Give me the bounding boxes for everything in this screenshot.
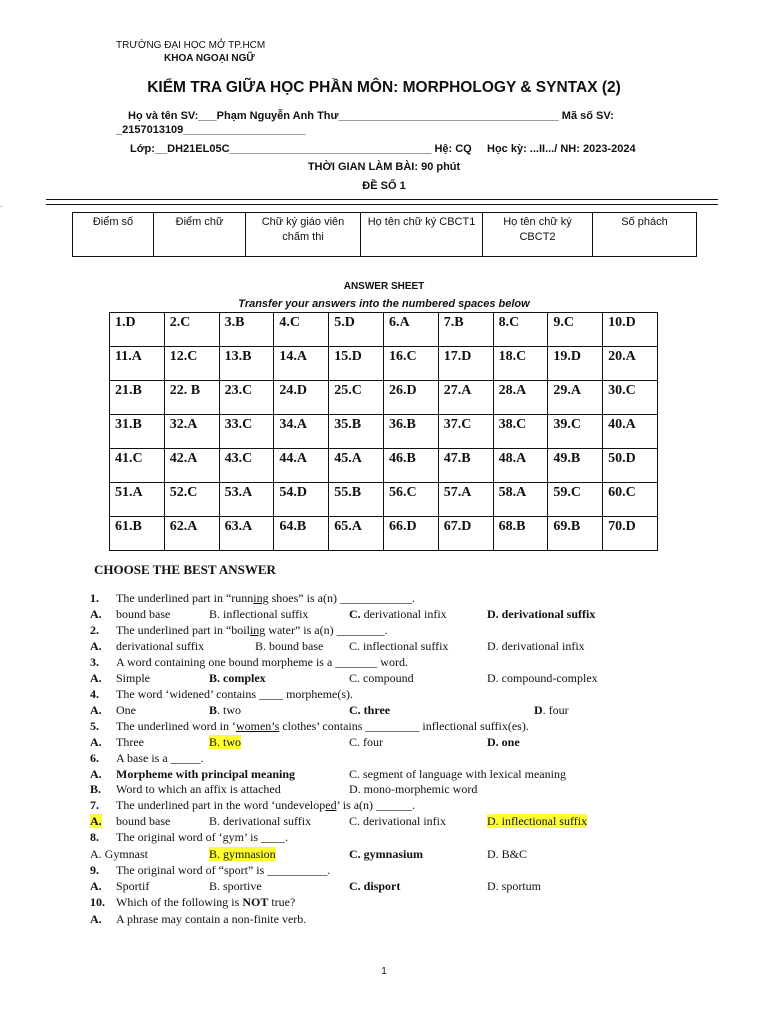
answer-cell: 59.C bbox=[548, 483, 603, 517]
option-c: C. disport bbox=[349, 879, 401, 893]
answer-row bbox=[110, 483, 658, 517]
answer-cell: 65.A bbox=[329, 517, 384, 551]
option-d: D. derivational suffix bbox=[487, 607, 596, 621]
class-line: Lớp:__DH21EL05C_________________________________ Hệ: CQ bbox=[130, 143, 472, 155]
option-d-highlighted: D. inflectional suffix bbox=[487, 814, 588, 828]
option-label: A. bbox=[90, 639, 102, 653]
student-name-line: Họ và tên SV:___Phạm Nguyễn Anh Thư____________________________________ Mã số SV: bbox=[128, 110, 614, 122]
answer-cell: 14.A bbox=[274, 347, 329, 381]
option-b bbox=[209, 703, 241, 717]
answer-cell: 35.B bbox=[329, 415, 384, 449]
margin-mark: . bbox=[0, 199, 3, 209]
option-c-letter: C. bbox=[349, 607, 361, 621]
answer-cell: 18.C bbox=[493, 347, 548, 381]
page-number: 1 bbox=[381, 966, 387, 977]
option-c: C. three bbox=[349, 703, 391, 717]
stem-text: clothes’ contains _________ inflectional suffix(es). bbox=[279, 719, 529, 733]
stem-underline: ing bbox=[253, 591, 269, 605]
stem-underline: women’s bbox=[235, 719, 280, 733]
answer-cell: 48.A bbox=[493, 449, 548, 483]
answer-cell: 22. B bbox=[164, 381, 219, 415]
answer-cell: 11.A bbox=[110, 347, 165, 381]
option-c bbox=[349, 607, 447, 621]
answer-cell: 16.C bbox=[383, 347, 438, 381]
option-d: D. B&C bbox=[487, 847, 528, 861]
option-b: B. complex bbox=[209, 671, 266, 685]
option-a: bound base bbox=[116, 607, 171, 621]
option-a: Morpheme with principal meaning bbox=[116, 767, 295, 781]
answer-cell: 20.A bbox=[603, 347, 658, 381]
option-c-text: . segment of language with lexical meaning bbox=[357, 767, 566, 781]
option-label-highlighted: A. bbox=[90, 814, 102, 828]
answer-cell: 39.C bbox=[548, 415, 603, 449]
answer-cell: 61.B bbox=[110, 517, 165, 551]
answer-cell: 6.A bbox=[383, 313, 438, 347]
option-label: B. bbox=[90, 782, 102, 796]
answer-sheet-subtitle: Transfer your answers into the numbered spaces below bbox=[238, 298, 530, 310]
option-d bbox=[487, 639, 585, 653]
option-c: C. four bbox=[349, 735, 383, 749]
score-header: Họ tên chữ ký CBCT1 bbox=[361, 213, 483, 257]
answer-cell: 50.D bbox=[603, 449, 658, 483]
option-d-letter: D bbox=[534, 703, 543, 717]
option-c: C. derivational infix bbox=[349, 814, 446, 828]
question-number: 7. bbox=[90, 798, 99, 812]
answer-cell: 28.A bbox=[493, 381, 548, 415]
answer-cell: 67.D bbox=[438, 517, 493, 551]
option-b-highlighted: B. gymnasion bbox=[209, 847, 276, 861]
option-d bbox=[487, 671, 598, 685]
answer-cell: 27.A bbox=[438, 381, 493, 415]
answer-cell: 1.D bbox=[110, 313, 165, 347]
question-number: 1. bbox=[90, 591, 99, 605]
answer-cell: 10.D bbox=[603, 313, 658, 347]
option-d: D. sportum bbox=[487, 879, 541, 893]
option-a: Sportif bbox=[116, 879, 150, 893]
stem-text: true? bbox=[268, 895, 296, 909]
question-stem-10 bbox=[116, 895, 295, 909]
answer-grid bbox=[109, 312, 658, 551]
stem-text: The underlined word in ‘ bbox=[116, 719, 236, 733]
answer-cell: 68.B bbox=[493, 517, 548, 551]
answer-cell: 17.D bbox=[438, 347, 493, 381]
option-d bbox=[349, 782, 477, 796]
option-b-highlighted: B. two bbox=[209, 735, 242, 749]
stem-text: water” is a(n) ________. bbox=[265, 623, 388, 637]
question-number: 8. bbox=[90, 830, 99, 844]
option-d bbox=[534, 703, 569, 717]
answer-cell: 2.C bbox=[164, 313, 219, 347]
option-b: B. inflectional suffix bbox=[209, 607, 309, 621]
option-label: A. bbox=[90, 879, 102, 893]
question-number: 2. bbox=[90, 623, 99, 637]
option-c: C. inflectional suffix bbox=[349, 639, 449, 653]
answer-cell: 55.B bbox=[329, 483, 384, 517]
question-number: 5. bbox=[90, 719, 99, 733]
answer-cell: 57.A bbox=[438, 483, 493, 517]
option-d-text: . four bbox=[542, 703, 569, 717]
option-a: A. Gymnast bbox=[90, 847, 148, 861]
answer-row bbox=[110, 347, 658, 381]
answer-cell: 40.A bbox=[603, 415, 658, 449]
answer-sheet-title: ANSWER SHEET bbox=[343, 281, 425, 292]
answer-cell: 51.A bbox=[110, 483, 165, 517]
answer-cell: 62.A bbox=[164, 517, 219, 551]
answer-cell: 47.B bbox=[438, 449, 493, 483]
option-c: C. gymnasium bbox=[349, 847, 424, 861]
question-stem-9: The original word of “sport” is __________. bbox=[116, 863, 331, 877]
option-a: One bbox=[116, 703, 136, 717]
answer-row bbox=[110, 517, 658, 551]
option-b: B. derivational suffix bbox=[209, 814, 312, 828]
option-label: A. bbox=[90, 735, 102, 749]
score-header: Số phách bbox=[593, 213, 697, 257]
option-d: D. one bbox=[487, 735, 520, 749]
answer-cell: 64.B bbox=[274, 517, 329, 551]
option-a: Three bbox=[116, 735, 144, 749]
stem-text: The underlined part in the word ‘undevelop bbox=[116, 798, 326, 812]
option-b: B. sportive bbox=[209, 879, 262, 893]
option-label: A. bbox=[90, 607, 102, 621]
answer-cell: 58.A bbox=[493, 483, 548, 517]
answer-cell: 19.D bbox=[548, 347, 603, 381]
answer-cell: 25.C bbox=[329, 381, 384, 415]
stem-text: ’ is a(n) ______. bbox=[336, 798, 416, 812]
stem-text: The underlined part in “boil bbox=[116, 623, 250, 637]
question-number: 10. bbox=[90, 895, 105, 909]
option-b: Word to which an affix is attached bbox=[116, 782, 281, 796]
answer-cell: 13.B bbox=[219, 347, 274, 381]
option-b-letter: B bbox=[209, 703, 218, 717]
question-stem-3: A word containing one bound morpheme is a _______ word. bbox=[116, 655, 408, 669]
answer-cell: 32.A bbox=[164, 415, 219, 449]
answer-cell: 38.C bbox=[493, 415, 548, 449]
answer-cell: 15.D bbox=[329, 347, 384, 381]
answer-cell: 12.C bbox=[164, 347, 219, 381]
stem-text: shoes” is a(n) ____________. bbox=[268, 591, 415, 605]
answer-cell: 49.B bbox=[548, 449, 603, 483]
divider-top bbox=[46, 199, 718, 200]
answer-cell: 24.D bbox=[274, 381, 329, 415]
institution-name: TRƯỜNG ĐẠI HỌC MỞ TP.HCM bbox=[116, 40, 266, 51]
answer-cell: 54.D bbox=[274, 483, 329, 517]
answer-cell: 36.B bbox=[383, 415, 438, 449]
score-table bbox=[72, 212, 697, 257]
question-number: 3. bbox=[90, 655, 99, 669]
option-d-letter: D bbox=[487, 671, 496, 685]
student-id-line: _2157013109____________________ bbox=[116, 124, 306, 136]
answer-cell: 46.B bbox=[383, 449, 438, 483]
stem-underline: ed bbox=[325, 798, 337, 812]
divider-bottom bbox=[46, 204, 718, 205]
answer-cell: 52.C bbox=[164, 483, 219, 517]
option-c-letter: C bbox=[349, 767, 358, 781]
question-stem-8: The original word of ‘gym’ is ____. bbox=[116, 830, 289, 844]
answer-cell: 8.C bbox=[493, 313, 548, 347]
answer-cell: 56.C bbox=[383, 483, 438, 517]
score-header: Chữ ký giáo viên chấm thi bbox=[246, 213, 361, 257]
option-d-letter: D bbox=[349, 782, 358, 796]
answer-cell: 33.C bbox=[219, 415, 274, 449]
answer-row bbox=[110, 415, 658, 449]
answer-cell: 44.A bbox=[274, 449, 329, 483]
question-stem-6: A base is a _____. bbox=[116, 751, 204, 765]
stem-bold: NOT bbox=[242, 895, 269, 909]
question-stem-7 bbox=[116, 798, 415, 812]
time-line: THỜI GIAN LÀM BÀI: 90 phút bbox=[307, 161, 461, 173]
option-d-text: . derivational infix bbox=[495, 639, 585, 653]
option-a: bound base bbox=[116, 814, 171, 828]
question-number: 4. bbox=[90, 687, 99, 701]
answer-cell: 7.B bbox=[438, 313, 493, 347]
answer-row bbox=[110, 313, 658, 347]
option-b: B. bound base bbox=[255, 639, 324, 653]
answer-cell: 34.A bbox=[274, 415, 329, 449]
answer-cell: 43.C bbox=[219, 449, 274, 483]
answer-cell: 70.D bbox=[603, 517, 658, 551]
answer-cell: 41.C bbox=[110, 449, 165, 483]
answer-cell: 63.A bbox=[219, 517, 274, 551]
answer-cell: 5.D bbox=[329, 313, 384, 347]
option-a: A phrase may contain a non-finite verb. bbox=[116, 912, 307, 926]
section-title: CHOOSE THE BEST ANSWER bbox=[94, 562, 276, 577]
option-b-text: . two bbox=[217, 703, 242, 717]
term-line: Học kỳ: ...II.../ NH: 2023-2024 bbox=[487, 143, 636, 155]
answer-cell: 4.C bbox=[274, 313, 329, 347]
score-header: Điểm chữ bbox=[154, 213, 246, 257]
question-stem-4: The word ‘widened’ contains ____ morpheme(s). bbox=[116, 687, 354, 701]
question-stem-5 bbox=[116, 719, 529, 733]
question-number: 6. bbox=[90, 751, 99, 765]
answer-cell: 21.B bbox=[110, 381, 165, 415]
option-a: derivational suffix bbox=[116, 639, 205, 653]
answer-cell: 60.C bbox=[603, 483, 658, 517]
score-header: Điểm số bbox=[73, 213, 154, 257]
option-d-letter: D bbox=[487, 639, 496, 653]
question-stem-2 bbox=[116, 623, 388, 637]
stem-text: The underlined part in “runn bbox=[116, 591, 254, 605]
faculty-name: KHOA NGOẠI NGỮ bbox=[164, 53, 255, 64]
option-d-text: . compound-complex bbox=[495, 671, 598, 685]
option-label: A. bbox=[90, 912, 102, 926]
answer-cell: 53.A bbox=[219, 483, 274, 517]
stem-underline: ing bbox=[249, 623, 266, 637]
answer-cell: 29.A bbox=[548, 381, 603, 415]
option-c: C. compound bbox=[349, 671, 414, 685]
score-header: Họ tên chữ ký CBCT2 bbox=[483, 213, 593, 257]
option-label: A. bbox=[90, 671, 102, 685]
answer-cell: 9.C bbox=[548, 313, 603, 347]
option-label: A. bbox=[90, 767, 102, 781]
answer-cell: 66.D bbox=[383, 517, 438, 551]
answer-cell: 42.A bbox=[164, 449, 219, 483]
option-label: A. bbox=[90, 703, 102, 717]
answer-cell: 45.A bbox=[329, 449, 384, 483]
exam-title: KIỂM TRA GIỮA HỌC PHẦN MÔN: MORPHOLOGY & SYNTAX (2) bbox=[147, 79, 621, 96]
answer-cell: 37.C bbox=[438, 415, 493, 449]
option-a: Simple bbox=[116, 671, 151, 685]
answer-cell: 23.C bbox=[219, 381, 274, 415]
question-number: 9. bbox=[90, 863, 99, 877]
option-d-text: . mono-morphemic word bbox=[357, 782, 478, 796]
answer-cell: 69.B bbox=[548, 517, 603, 551]
answer-cell: 26.D bbox=[383, 381, 438, 415]
answer-cell: 31.B bbox=[110, 415, 165, 449]
answer-row bbox=[110, 449, 658, 483]
option-c-text: derivational infix bbox=[360, 607, 447, 621]
question-stem-1 bbox=[116, 591, 415, 605]
answer-row bbox=[110, 381, 658, 415]
answer-cell: 3.B bbox=[219, 313, 274, 347]
stem-text: Which of the following is bbox=[116, 895, 243, 909]
option-c bbox=[349, 767, 566, 781]
exam-code: ĐỀ SỐ 1 bbox=[362, 180, 406, 192]
answer-cell: 30.C bbox=[603, 381, 658, 415]
